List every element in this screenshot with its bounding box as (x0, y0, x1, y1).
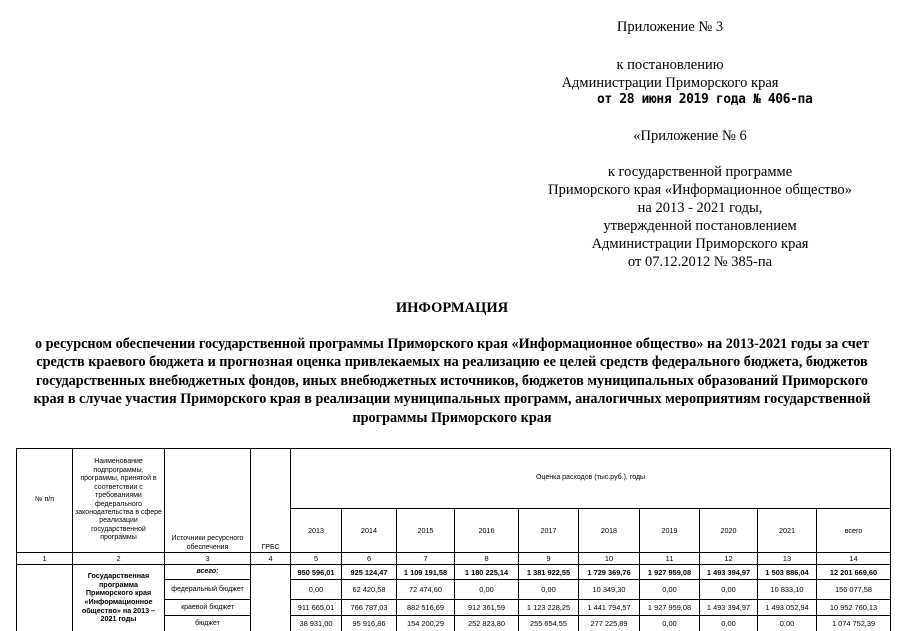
source-budget: бюджет (165, 616, 251, 631)
grbs-cell (251, 565, 291, 631)
source-total: всего: (165, 565, 251, 580)
resource-table (16, 448, 891, 631)
year-cell: 2013 (291, 509, 342, 553)
appendix-3-label: Приложение № 3 (616, 19, 724, 35)
header-name: Наименование подпрограммы, программы, принятой в соответствии с требованиями федерального законодательства в сфере реализации государственной программы (73, 449, 165, 553)
header-number: № п/п (17, 449, 73, 553)
value-cell: 10 833,10 (758, 580, 817, 600)
header-sources: Источники ресурсного обеспечения (165, 449, 251, 553)
value-cell: 0,00 (291, 580, 342, 600)
value-cell: 12 201 669,60 (817, 565, 891, 580)
row-number-cell (17, 565, 73, 631)
source-federal: федеральный бюджет (165, 580, 251, 600)
header-grbs: ГРБС (251, 449, 291, 553)
appendix-6-label: «Приложение № 6 (633, 128, 747, 144)
program-name-label: Приморского края «Информационное общество» (548, 182, 852, 198)
column-number: 12 (700, 553, 758, 565)
value-cell: 1 493 394,97 (700, 565, 758, 580)
column-number: 10 (579, 553, 640, 565)
value-cell: 0,00 (700, 616, 758, 631)
value-cell: 95 916,86 (342, 616, 397, 631)
column-number: 8 (455, 553, 519, 565)
year-cell: 2019 (640, 509, 700, 553)
year-cell: 2021 (758, 509, 817, 553)
value-cell: 0,00 (758, 616, 817, 631)
year-cell: всего (817, 509, 891, 553)
header-estimate: Оценка расходов (тыс.руб.), годы (291, 449, 891, 509)
approved-label: утвержденной постановлением (603, 218, 797, 234)
value-cell: 1 503 886,04 (758, 565, 817, 580)
value-cell: 1 927 959,08 (640, 565, 700, 580)
to-resolution-label: к постановлению (616, 57, 724, 73)
value-cell: 925 124,47 (342, 565, 397, 580)
value-cell: 1 180 225,14 (455, 565, 519, 580)
column-number: 1 (17, 553, 73, 565)
value-cell: 1 729 369,76 (579, 565, 640, 580)
value-cell: 62 420,58 (342, 580, 397, 600)
column-number: 6 (342, 553, 397, 565)
value-cell: 1 109 191,58 (397, 565, 455, 580)
handwritten-date: от 28 июня 2019 года № 406-па (597, 92, 813, 107)
value-cell: 911 665,01 (291, 600, 342, 616)
to-program-label: к государственной программе (607, 164, 793, 180)
value-cell: 0,00 (455, 580, 519, 600)
value-cell: 72 474,60 (397, 580, 455, 600)
value-cell: 912 361,59 (455, 600, 519, 616)
value-cell: 38 931,00 (291, 616, 342, 631)
year-cell: 2018 (579, 509, 640, 553)
value-cell: 10 952 760,13 (817, 600, 891, 616)
column-number: 11 (640, 553, 700, 565)
value-cell: 0,00 (640, 616, 700, 631)
column-number: 9 (519, 553, 579, 565)
year-cell: 2015 (397, 509, 455, 553)
resolution-date-label: от 07.12.2012 № 385-па (627, 254, 773, 270)
program-years-label: на 2013 - 2021 годы, (637, 200, 763, 216)
value-cell: 1 927 959,08 (640, 600, 700, 616)
column-number: 2 (73, 553, 165, 565)
value-cell: 0,00 (519, 580, 579, 600)
value-cell: 255 654,55 (519, 616, 579, 631)
column-number: 5 (291, 553, 342, 565)
document-subtitle: о ресурсном обеспечении государственной программы Приморского края «Информационное общество» на 2013-2021 годы за счет средств краевого бюджета и прогнозная оценка привлекаемых на реализацию ее целей средств федерального бюджета, бюджетов государственных внебюджетных фондов, иных внебюджетных источников, бюджетов муниципальных образований Приморского края в случае участия Приморского края в реализации муниципальных программ, аналогичных мероприятиям государственной программы Приморского края (33, 336, 871, 426)
document-title: ИНФОРМАЦИЯ (395, 300, 509, 316)
value-cell: 1 493 394,97 (700, 600, 758, 616)
value-cell: 1 074 752,39 (817, 616, 891, 631)
column-number: 14 (817, 553, 891, 565)
value-cell: 1 123 228,25 (519, 600, 579, 616)
value-cell: 766 787,03 (342, 600, 397, 616)
program-name-cell: Государственная программа Приморского края «Информационное общество» на 2013 – 2021 годы (73, 565, 165, 631)
value-cell: 1 493 052,94 (758, 600, 817, 616)
value-cell: 154 200,29 (397, 616, 455, 631)
source-regional: краевой бюджет (165, 600, 251, 616)
year-cell: 2020 (700, 509, 758, 553)
column-number: 7 (397, 553, 455, 565)
year-cell: 2017 (519, 509, 579, 553)
administration-label: Администрации Приморского края (561, 75, 779, 91)
value-cell: 0,00 (700, 580, 758, 600)
value-cell: 0,00 (640, 580, 700, 600)
value-cell: 1 381 922,55 (519, 565, 579, 580)
value-cell: 882 516,69 (397, 600, 455, 616)
year-cell: 2016 (455, 509, 519, 553)
administration-2-label: Администрации Приморского края (591, 236, 809, 252)
column-number: 4 (251, 553, 291, 565)
value-cell: 1 441 794,57 (579, 600, 640, 616)
column-number: 3 (165, 553, 251, 565)
year-cell: 2014 (342, 509, 397, 553)
column-number: 13 (758, 553, 817, 565)
value-cell: 950 596,01 (291, 565, 342, 580)
value-cell: 252 823,80 (455, 616, 519, 631)
value-cell: 10 349,30 (579, 580, 640, 600)
value-cell: 156 077,58 (817, 580, 891, 600)
value-cell: 277 225,89 (579, 616, 640, 631)
